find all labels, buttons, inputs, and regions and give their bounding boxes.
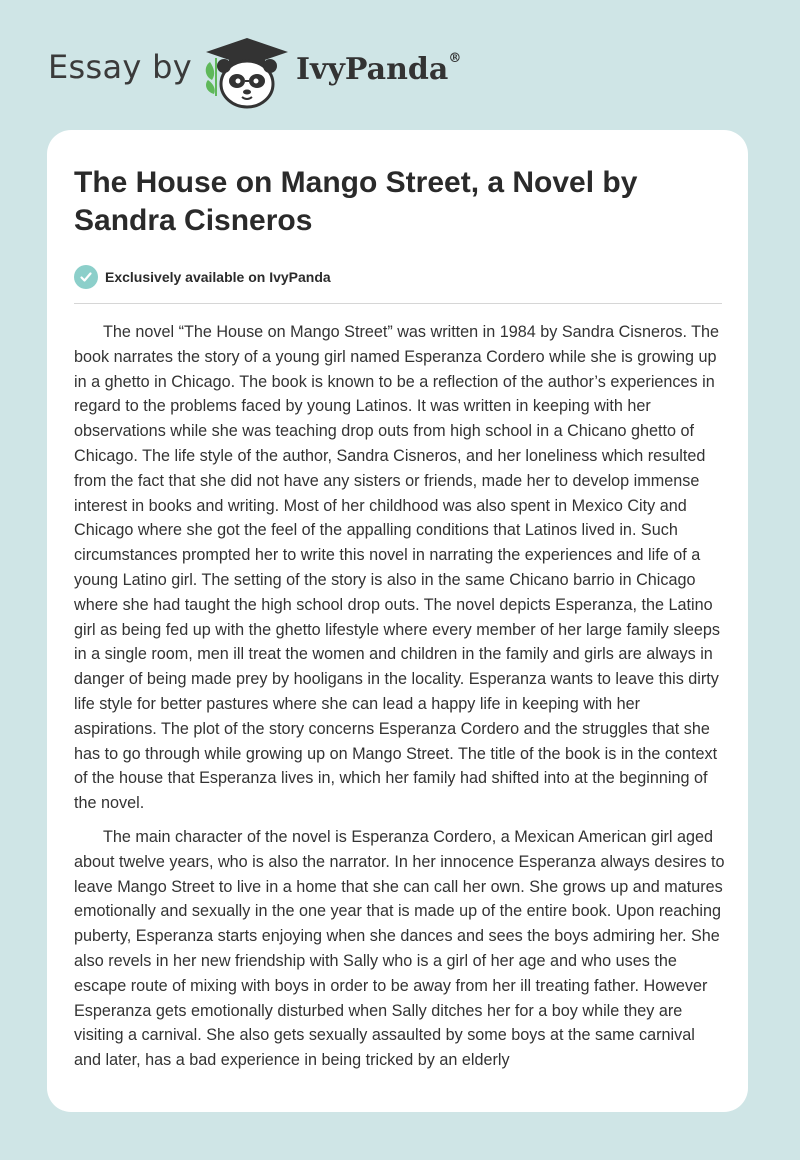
check-circle-icon <box>74 265 98 289</box>
exclusive-label: Exclusively available on IvyPanda <box>105 269 331 285</box>
essay-card <box>47 130 748 1112</box>
paragraph: The main character of the novel is Esperanza Cordero, a Mexican American girl aged about twelve years, who is also the narrator. In her innocence Esperanza always desires to leave Mango Street to live in a home that she can call her own. She grows up and matures emotionally and sexually in the one year that is made up of the entire book. Upon reaching puberty, Esperanza starts enjoying when she dances and sees the boys admiring her. She also revels in her new friendship with Sally who is a girl of her age and who uses the escape route of mixing with boys in order to be away from her ill treating father. However Esperanza gets emotionally disturbed when Sally ditches her for a boy while they are visiting a carnival. She also gets sexually assaulted by some boys at the same carnival and later, has a bad experience in being tricked by an elderly <box>74 827 725 1070</box>
registered-mark: ® <box>448 51 462 66</box>
site-header <box>48 30 508 110</box>
brand-name[interactable]: IvyPanda® <box>296 51 462 87</box>
divider <box>74 303 722 304</box>
panda-graduation-cap-icon[interactable] <box>202 36 292 112</box>
paragraph: The novel “The House on Mango Street” was written in 1984 by Sandra Cisneros. The book narrates the story of a young girl named Esperanza Cordero while she is growing up in a ghetto in Chicago. The book is known to be a reflection of the author’s experiences in regard to the problems faced by young Latinos. It was written in keeping with her observations while she was teaching drop outs from high school in a Chicano ghetto of Chicago. The life style of the author, Sandra Cisneros, and her loneliness which resulted from the fact that she did not have any sisters or friends, made her to develop immense interest in books and writing. Most of her childhood was also spent in Mexico City and Chicago where she got the feel of the appalling conditions that Latinos lived in. Such circumstances prompted her to write this novel in narrating the experiences and life of a young Latino girl. The setting of the story is also in the same Chicano barrio in Chicago where she had taught the high school drop outs. The novel depicts Esperanza, the Latino girl as being fed up with the ghetto lifestyle where every member of her large family sleeps in a single room, men ill treat the women and children in the family and girls are always in danger of being made prey by hooligans in the locality. Esperanza wants to leave this dirty life style for better pastures where she can lead a happy life in keeping with her aspirations. The plot of the story concerns Esperanza Cordero and the struggles that she has to go through while growing up on Mango Street. The title of the book is in the context of the house that Esperanza lives in, which her family had shifted into at the beginning of the novel. <box>74 323 721 813</box>
essay-title: The House on Mango Street, a Novel by Sandra Cisneros <box>74 166 638 237</box>
exclusive-badge <box>74 265 331 289</box>
essay-by-label: Essay by <box>48 48 192 86</box>
essay-body <box>74 320 726 1082</box>
